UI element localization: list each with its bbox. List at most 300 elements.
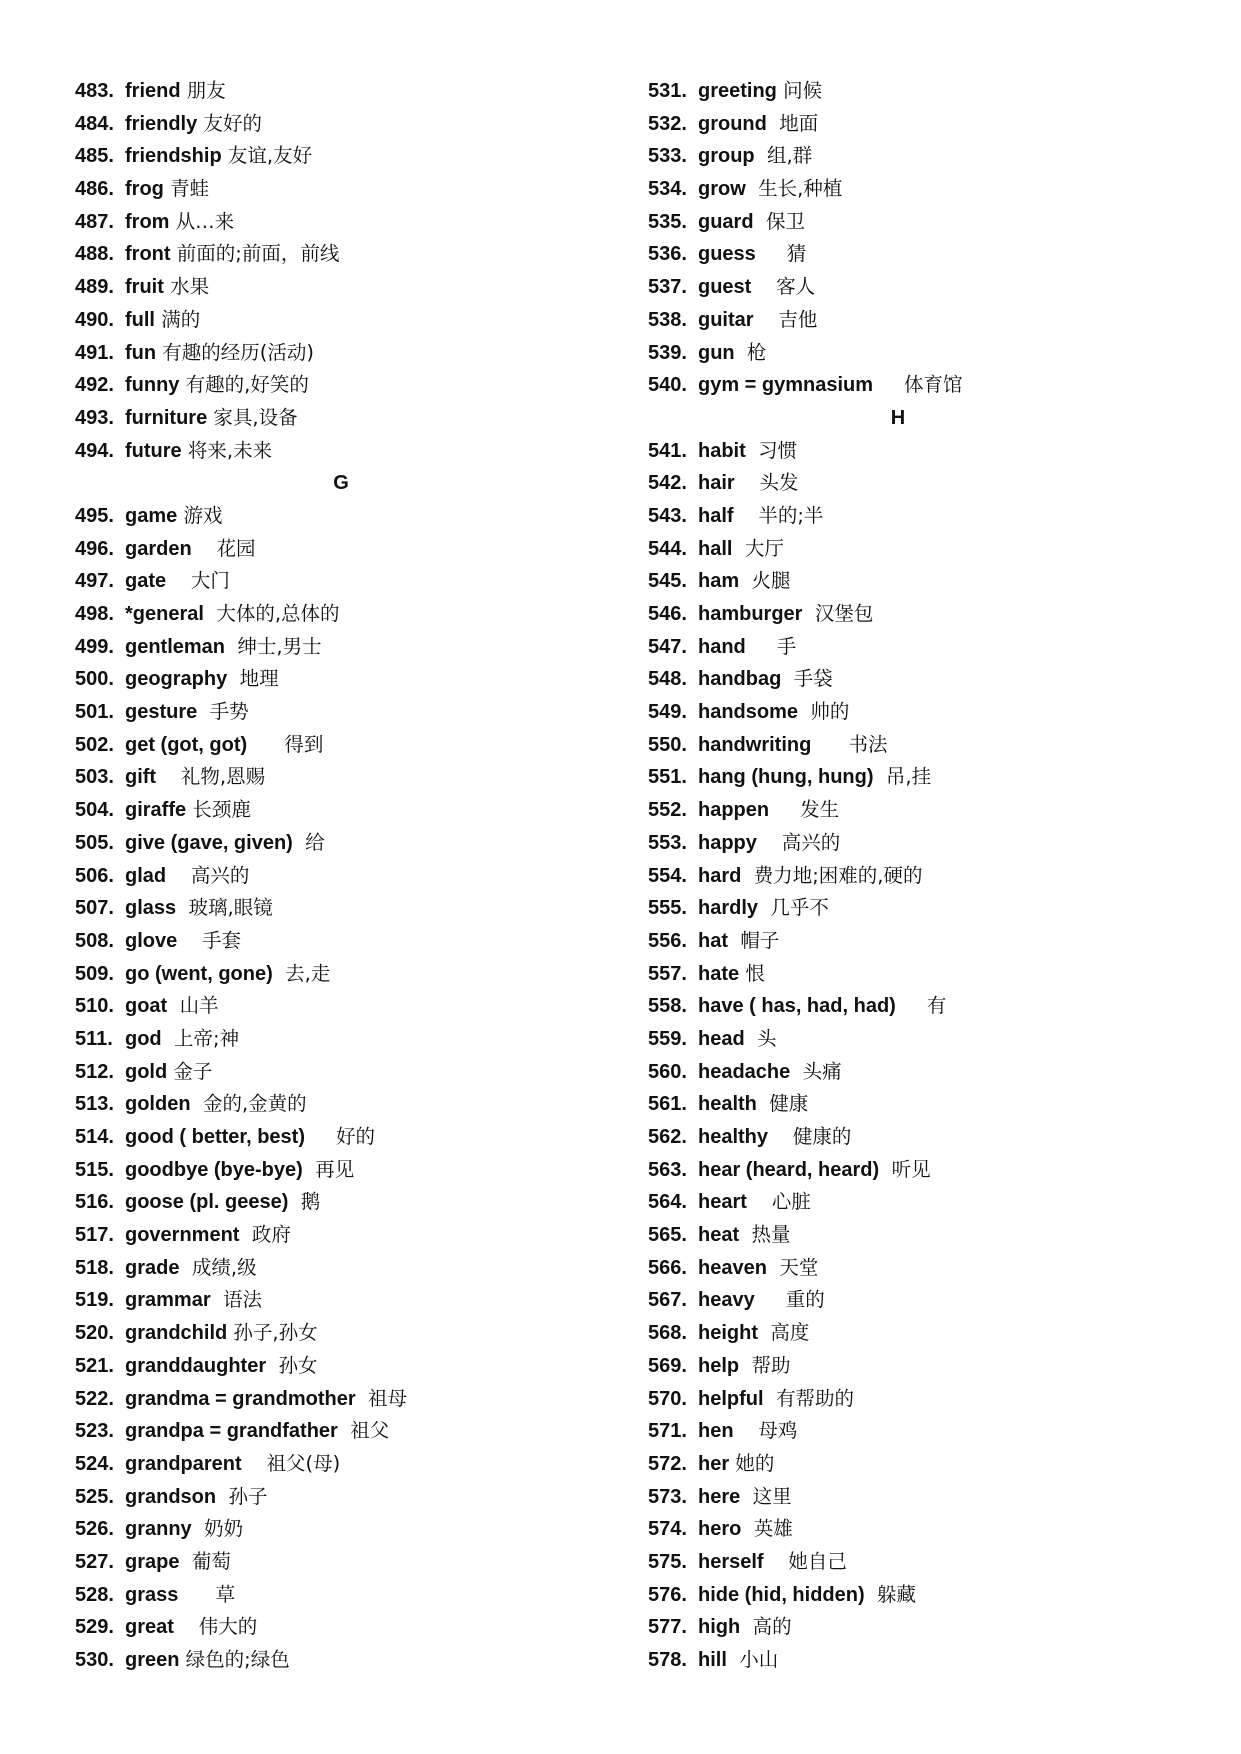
entry-meaning: 有帮助的	[763, 1386, 854, 1410]
entry-meaning: 她的	[729, 1451, 775, 1475]
entry-word: golden	[125, 1093, 191, 1116]
entry-meaning: 伟大的	[173, 1615, 258, 1639]
vocab-entry	[648, 1579, 1208, 1612]
entry-word: hang (hung, hung)	[698, 766, 874, 789]
entry-number: 544.	[648, 537, 687, 560]
vocab-entry	[648, 1056, 1208, 1089]
entry-meaning: 前面的;前面，前线	[170, 242, 340, 266]
entry-meaning: 绿色的;绿色	[179, 1648, 290, 1671]
entry-number: 562.	[648, 1126, 687, 1148]
entry-number: 533.	[648, 145, 687, 168]
entry-meaning: 从…来	[169, 209, 235, 233]
entry-meaning: 问候	[776, 79, 823, 102]
entry-word: friendly	[125, 112, 198, 135]
vocab-entry	[648, 892, 1208, 925]
entry-word: grandparent	[125, 1452, 242, 1475]
vocab-entry	[648, 860, 1208, 893]
vocab-entry	[75, 1023, 595, 1056]
entry-number: 508.	[75, 929, 114, 952]
entry-number: 516.	[75, 1191, 114, 1214]
entry-meaning: 孙女	[266, 1353, 318, 1377]
vocab-entry	[75, 990, 595, 1023]
entry-meaning: 头发	[734, 471, 799, 495]
entry-word: hide (hid, hidden)	[698, 1583, 865, 1606]
entry-meaning: 有	[895, 994, 947, 1018]
entry-word: handsome	[698, 701, 799, 724]
vocab-entry	[648, 925, 1208, 958]
entry-number: 542.	[648, 472, 687, 495]
left-column	[75, 75, 595, 1677]
vocab-entry	[75, 565, 595, 598]
vocab-entry	[648, 1611, 1208, 1644]
entry-number: 568.	[648, 1322, 687, 1345]
entry-number: 564.	[648, 1191, 687, 1214]
entry-number: 543.	[648, 504, 687, 527]
vocab-entry	[75, 1448, 595, 1481]
entry-word: heart	[698, 1191, 747, 1214]
entry-number: 535.	[648, 210, 687, 233]
entry-number: 572.	[648, 1452, 687, 1475]
vocab-entry	[75, 402, 595, 435]
entry-word: happen	[698, 799, 770, 822]
entry-meaning: 有趣的经历(活动)	[156, 340, 315, 364]
vocab-entry	[648, 108, 1208, 141]
entry-number: 567.	[648, 1289, 687, 1312]
entry-meaning: 朋友	[180, 79, 226, 102]
entry-meaning: 友谊,友好	[221, 144, 313, 168]
entry-word: glass	[125, 897, 177, 920]
entry-word: grandpa = grandfather	[125, 1420, 338, 1443]
entry-word: hear (heard, heard)	[698, 1158, 880, 1181]
entry-meaning: 礼物,恩赐	[156, 765, 266, 789]
entry-number: 560.	[648, 1060, 687, 1083]
vocab-entry	[75, 108, 595, 141]
entry-word: hall	[698, 537, 733, 560]
entry-number: 578.	[648, 1649, 687, 1671]
entry-number: 509.	[75, 962, 114, 985]
entry-number: 526.	[75, 1518, 114, 1541]
entry-meaning: 保卫	[753, 209, 805, 233]
entry-meaning: 听见	[879, 1157, 931, 1181]
entry-meaning: 枪	[734, 340, 767, 364]
vocab-entry	[75, 598, 595, 631]
entry-meaning: 友好的	[197, 111, 262, 135]
entry-word: friend	[125, 80, 181, 102]
entry-meaning: 山羊	[167, 994, 219, 1018]
entry-number: 490.	[75, 308, 114, 331]
vocab-entry	[648, 1383, 1208, 1416]
vocab-entry	[75, 500, 595, 533]
entry-meaning: 组,群	[754, 144, 813, 168]
entry-number: 546.	[648, 603, 687, 625]
entry-number: 522.	[75, 1387, 114, 1410]
entry-word: handwriting	[698, 733, 812, 756]
vocab-entry	[75, 140, 595, 173]
vocab-entry	[648, 794, 1208, 827]
entry-number: 559.	[648, 1027, 687, 1050]
vocab-entry	[648, 1415, 1208, 1448]
entry-meaning: 英雄	[741, 1517, 793, 1541]
entry-number: 507.	[75, 897, 114, 920]
entry-word: hen	[698, 1420, 734, 1443]
entry-meaning: 玻璃,眼镜	[176, 896, 273, 920]
entry-number: 571.	[648, 1420, 687, 1443]
vocab-entry	[75, 1415, 595, 1448]
vocab-entry	[75, 1317, 595, 1350]
entry-word: grandson	[125, 1485, 217, 1508]
vocab-entry	[648, 1121, 1208, 1154]
entry-word: group	[698, 145, 755, 168]
vocab-entry	[648, 663, 1208, 696]
entry-word: heaven	[698, 1256, 767, 1279]
vocab-entry	[648, 304, 1208, 337]
vocab-entry	[75, 729, 595, 762]
vocab-entry	[75, 1546, 595, 1579]
entry-meaning: 孙子	[216, 1484, 268, 1508]
vocab-entry	[75, 337, 595, 370]
vocab-entry	[75, 173, 595, 206]
entry-word: gate	[125, 570, 167, 593]
entry-number: 518.	[75, 1256, 114, 1279]
entry-word: heavy	[698, 1289, 755, 1312]
vocab-entry	[75, 304, 595, 337]
vocab-entry	[75, 1284, 595, 1317]
vocab-entry	[648, 500, 1208, 533]
entry-meaning: 恨	[739, 961, 765, 985]
entry-meaning: 这里	[740, 1484, 792, 1508]
entry-number: 528.	[75, 1583, 114, 1606]
entry-number: 569.	[648, 1354, 687, 1377]
entry-meaning: 汉堡包	[802, 602, 874, 625]
right-column	[648, 75, 1208, 1677]
entry-meaning: 小山	[726, 1648, 779, 1671]
entry-number: 491.	[75, 341, 114, 364]
entry-number: 553.	[648, 831, 687, 854]
vocab-entry	[648, 1644, 1208, 1677]
entry-word: fun	[125, 341, 157, 364]
entry-meaning: 再见	[302, 1157, 355, 1181]
entry-word: hand	[698, 635, 746, 658]
entry-meaning: 地面	[766, 111, 819, 135]
entry-meaning: 祖父(母)	[241, 1451, 341, 1475]
entry-word: healthy	[698, 1126, 769, 1148]
section-letter: G	[333, 472, 349, 495]
entry-number: 545.	[648, 570, 687, 593]
vocab-entry	[75, 696, 595, 729]
entry-number: 523.	[75, 1420, 114, 1443]
entry-meaning: 体育馆	[873, 373, 963, 397]
vocab-entry	[75, 75, 595, 108]
vocab-entry	[648, 761, 1208, 794]
entry-word: get (got, got)	[125, 733, 248, 756]
entry-number: 555.	[648, 897, 687, 920]
entry-meaning: 成绩,级	[179, 1255, 257, 1279]
entry-meaning: 吉他	[753, 307, 818, 331]
entry-meaning: 奶奶	[191, 1517, 244, 1541]
vocab-entry	[75, 925, 595, 958]
entry-number: 506.	[75, 864, 114, 887]
entry-number: 512.	[75, 1060, 114, 1083]
entry-meaning: 健康	[756, 1092, 809, 1116]
vocab-entry	[75, 1513, 595, 1546]
vocab-entry	[648, 1219, 1208, 1252]
vocab-entry	[648, 729, 1208, 762]
entry-number: 552.	[648, 799, 687, 822]
entry-number: 484.	[75, 112, 114, 135]
entry-word: her	[698, 1452, 730, 1475]
entry-number: 525.	[75, 1485, 114, 1508]
entry-number: 530.	[75, 1649, 114, 1671]
entry-meaning: 语法	[210, 1288, 263, 1312]
entry-word: *general	[125, 603, 204, 625]
entry-meaning: 大门	[166, 569, 230, 593]
entry-word: glove	[125, 929, 178, 952]
vocab-entry	[648, 467, 1208, 500]
entry-meaning: 心脏	[746, 1190, 811, 1214]
entry-meaning: 花园	[191, 536, 256, 560]
entry-meaning: 重的	[754, 1288, 825, 1312]
entry-number: 496.	[75, 537, 114, 560]
vocab-entry	[648, 696, 1208, 729]
entry-number: 493.	[75, 406, 114, 429]
entry-word: guard	[698, 210, 754, 233]
entry-number: 514.	[75, 1126, 114, 1148]
entry-meaning: 手势	[197, 700, 249, 724]
vocab-entry	[75, 631, 595, 664]
entry-meaning: 金子	[167, 1059, 213, 1083]
entry-number: 529.	[75, 1616, 114, 1639]
entry-number: 549.	[648, 701, 687, 724]
entry-number: 520.	[75, 1322, 114, 1345]
entry-word: ground	[698, 112, 767, 135]
entry-word: heat	[698, 1224, 740, 1247]
vocab-entry	[648, 1088, 1208, 1121]
entry-number: 570.	[648, 1387, 687, 1410]
entry-number: 521.	[75, 1354, 114, 1377]
entry-meaning: 几乎不	[758, 896, 829, 920]
entry-meaning: 高兴的	[756, 830, 841, 854]
vocab-entry	[75, 1088, 595, 1121]
vocab-entry	[75, 369, 595, 402]
entry-meaning: 吊,挂	[873, 765, 932, 789]
entry-word: height	[698, 1322, 758, 1345]
entry-word: great	[125, 1616, 174, 1639]
vocab-entry	[648, 1513, 1208, 1546]
entry-number: 492.	[75, 374, 114, 397]
entry-word: hair	[698, 472, 735, 495]
entry-meaning: 地理	[227, 667, 279, 691]
entry-word: here	[698, 1485, 741, 1508]
entry-number: 566.	[648, 1256, 687, 1279]
entry-meaning: 她自己	[763, 1549, 847, 1573]
entry-word: high	[698, 1616, 741, 1639]
vocab-entry	[75, 238, 595, 271]
entry-word: granny	[125, 1518, 192, 1541]
vocab-entry	[75, 860, 595, 893]
entry-number: 502.	[75, 733, 114, 756]
vocab-entry	[648, 631, 1208, 664]
entry-number: 548.	[648, 668, 687, 691]
entry-word: front	[125, 243, 171, 266]
entry-meaning: 大体的,总体的	[203, 602, 340, 625]
vocab-entry	[648, 958, 1208, 991]
vocab-entry	[648, 598, 1208, 631]
vocab-entry	[75, 533, 595, 566]
entry-meaning: 健康的	[768, 1125, 852, 1148]
entry-meaning: 天堂	[766, 1255, 819, 1279]
entry-word: god	[125, 1027, 162, 1050]
entry-number: 527.	[75, 1550, 114, 1573]
entry-meaning: 手	[745, 634, 797, 658]
vocab-entry	[75, 271, 595, 304]
entry-meaning: 青蛙	[163, 177, 210, 201]
entry-number: 536.	[648, 243, 687, 266]
vocab-entry	[648, 271, 1208, 304]
entry-meaning: 孙子,孙女	[227, 1321, 318, 1345]
entry-word: guest	[698, 276, 752, 299]
entry-number: 515.	[75, 1158, 114, 1181]
entry-meaning: 帽子	[728, 928, 780, 952]
entry-word: handbag	[698, 668, 782, 691]
entry-number: 575.	[648, 1550, 687, 1573]
entry-meaning: 祖母	[355, 1386, 408, 1410]
entry-meaning: 书法	[811, 732, 888, 756]
entry-meaning: 家具,设备	[207, 405, 298, 429]
entry-word: good ( better, best)	[125, 1126, 305, 1148]
entry-word: give (gave, given)	[125, 831, 293, 854]
entry-number: 500.	[75, 668, 114, 691]
entry-meaning: 游戏	[177, 503, 223, 527]
vocab-entry	[75, 958, 595, 991]
entry-word: funny	[125, 374, 180, 397]
entry-number: 554.	[648, 864, 687, 887]
entry-meaning: 鹅	[288, 1190, 321, 1214]
entry-number: 499.	[75, 635, 114, 658]
entry-number: 563.	[648, 1158, 687, 1181]
entry-word: hardly	[698, 897, 759, 920]
entry-number: 577.	[648, 1616, 687, 1639]
entry-word: grandchild	[125, 1322, 228, 1345]
vocab-entry	[75, 761, 595, 794]
vocab-entry	[648, 369, 1208, 402]
entry-number: 498.	[75, 603, 114, 625]
entry-word: gentleman	[125, 635, 226, 658]
entry-word: grass	[125, 1583, 179, 1606]
entry-number: 487.	[75, 210, 114, 233]
entry-number: 501.	[75, 701, 114, 724]
vocab-entry	[648, 1448, 1208, 1481]
entry-word: hate	[698, 962, 740, 985]
vocab-entry	[648, 75, 1208, 108]
entry-word: guess	[698, 243, 756, 266]
vocab-entry	[648, 827, 1208, 860]
entry-word: habit	[698, 439, 746, 462]
entry-meaning: 客人	[751, 275, 816, 299]
entry-word: help	[698, 1354, 740, 1377]
entry-word: full	[125, 308, 155, 331]
entry-meaning: 头	[744, 1026, 777, 1050]
entry-word: happy	[698, 831, 757, 854]
vocab-entry	[75, 827, 595, 860]
vocab-entry	[75, 1252, 595, 1285]
vocab-entry	[648, 990, 1208, 1023]
entry-meaning: 上帝;神	[161, 1026, 240, 1050]
entry-word: fruit	[125, 276, 164, 299]
entry-number: 551.	[648, 766, 687, 789]
entry-word: granddaughter	[125, 1354, 267, 1377]
entry-meaning: 费力地;困难的,硬的	[741, 863, 923, 887]
entry-number: 531.	[648, 80, 687, 102]
entry-word: gift	[125, 766, 157, 789]
entry-word: geography	[125, 668, 228, 691]
entry-number: 494.	[75, 439, 114, 462]
entry-word: greeting	[698, 80, 777, 102]
vocab-entry	[648, 1317, 1208, 1350]
entry-meaning: 半的;半	[733, 503, 824, 527]
entry-word: game	[125, 504, 178, 527]
vocab-entry	[648, 1350, 1208, 1383]
entry-number: 561.	[648, 1093, 687, 1116]
vocab-entry	[648, 1284, 1208, 1317]
entry-number: 534.	[648, 178, 687, 201]
vocab-entry	[648, 435, 1208, 468]
entry-word: glad	[125, 864, 167, 887]
entry-number: 503.	[75, 766, 114, 789]
vocab-entry	[648, 1186, 1208, 1219]
entry-word: go (went, gone)	[125, 962, 273, 985]
vocab-entry	[648, 1154, 1208, 1187]
entry-word: grandma = grandmother	[125, 1387, 356, 1410]
entry-number: 488.	[75, 243, 114, 266]
entry-meaning: 火腿	[739, 569, 791, 593]
entry-word: helpful	[698, 1387, 764, 1410]
entry-word: furniture	[125, 406, 208, 429]
entry-number: 550.	[648, 733, 687, 756]
entry-number: 538.	[648, 308, 687, 331]
vocab-entry	[648, 1481, 1208, 1514]
vocab-entry	[648, 206, 1208, 239]
vocab-entry	[75, 1056, 595, 1089]
entry-number: 558.	[648, 995, 687, 1018]
entry-meaning: 满的	[155, 307, 201, 331]
vocab-entry	[75, 1611, 595, 1644]
entry-word: health	[698, 1093, 757, 1116]
entry-meaning: 热量	[739, 1223, 791, 1247]
entry-word: grade	[125, 1256, 180, 1279]
entry-meaning: 草	[178, 1582, 236, 1606]
vocab-entry	[648, 533, 1208, 566]
entry-number: 511.	[75, 1027, 113, 1050]
section-letter: H	[890, 406, 906, 429]
entry-number: 510.	[75, 995, 114, 1018]
entry-number: 539.	[648, 341, 687, 364]
vocab-entry	[75, 1121, 595, 1154]
entry-word: hard	[698, 864, 742, 887]
entry-word: herself	[698, 1550, 764, 1573]
entry-word: goat	[125, 995, 168, 1018]
entry-word: have ( has, had, had)	[698, 995, 896, 1018]
entry-number: 504.	[75, 799, 114, 822]
entry-word: head	[698, 1027, 745, 1050]
entry-number: 486.	[75, 178, 114, 201]
entry-meaning: 手袋	[781, 667, 833, 691]
vocab-entry	[648, 238, 1208, 271]
vocab-entry	[75, 1481, 595, 1514]
vocab-entry	[648, 1023, 1208, 1056]
entry-number: 495.	[75, 504, 114, 527]
entry-meaning: 躲藏	[864, 1582, 917, 1606]
entry-word: ham	[698, 570, 740, 593]
